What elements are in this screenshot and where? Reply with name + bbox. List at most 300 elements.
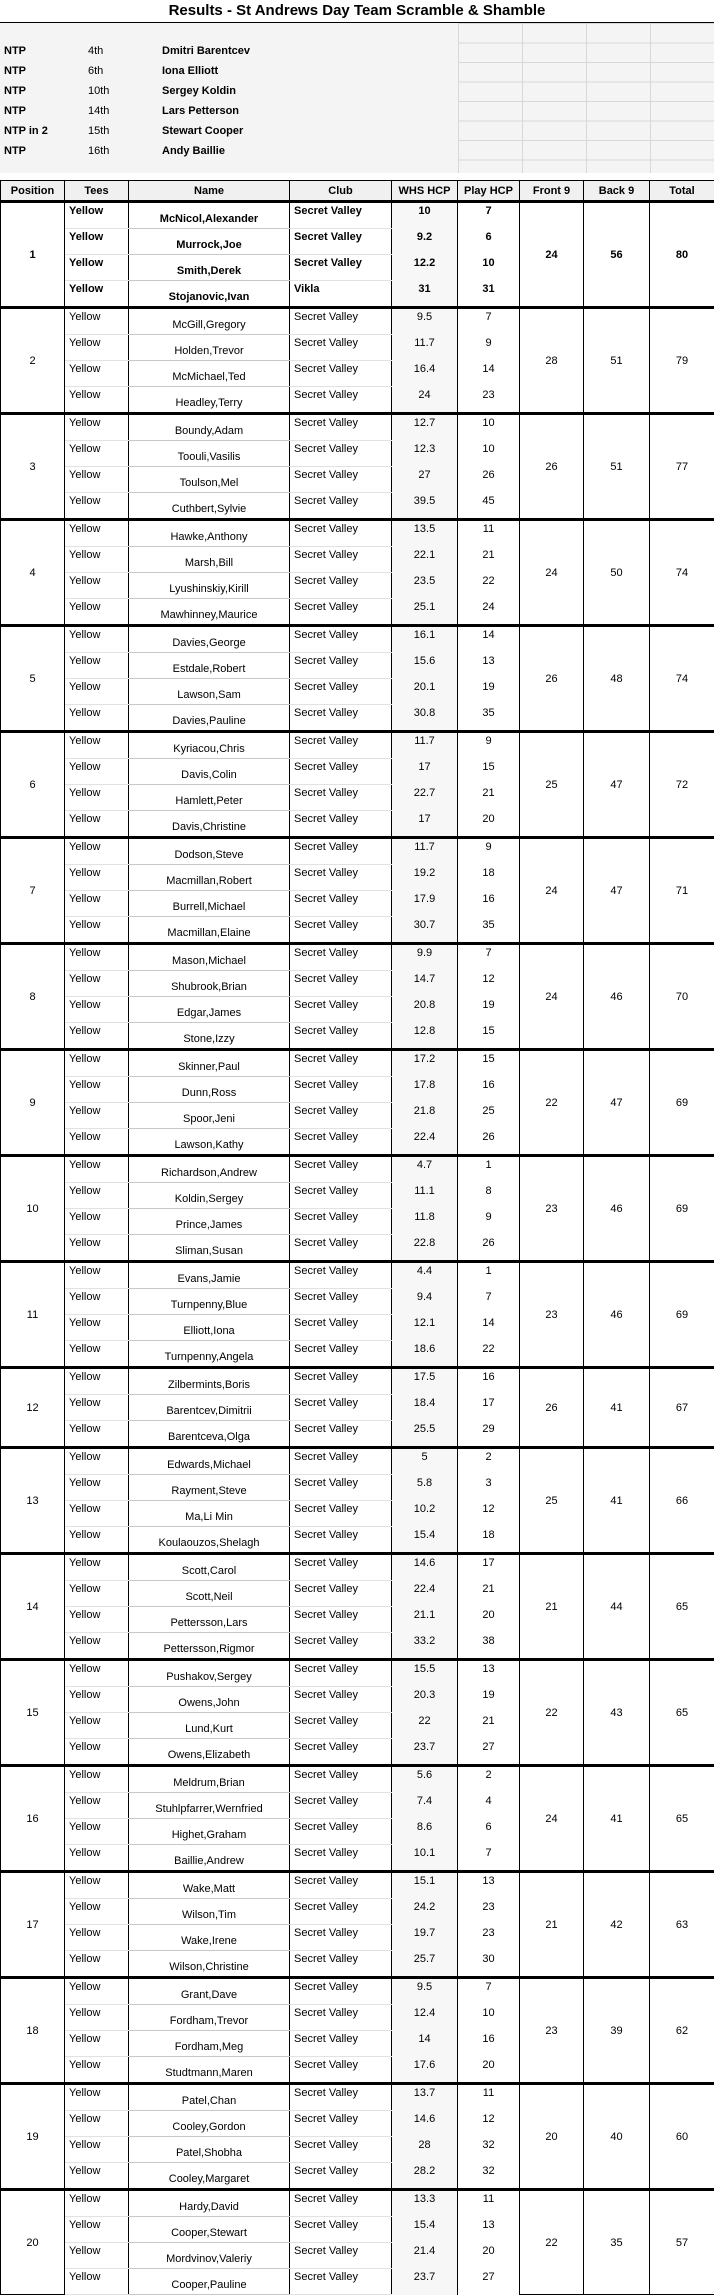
player-name: Macmillan,Elaine [129,917,290,944]
player-tees: Yellow [65,335,129,361]
table-row [1,1050,714,1077]
player-club: Secret Valley [290,255,392,281]
player-play-hcp: 9 [458,838,520,865]
player-play-hcp: 12 [458,971,520,997]
player-name: Cooley,Gordon [129,2111,290,2137]
team-position: 9 [1,1050,65,1156]
ntp-hole: 15th [88,122,109,141]
player-club: Secret Valley [290,1581,392,1607]
player-tees: Yellow [65,573,129,599]
player-play-hcp: 10 [458,414,520,441]
team-total: 69 [650,1050,714,1156]
player-tees: Yellow [65,2269,129,2295]
player-play-hcp: 13 [458,2217,520,2243]
player-whs-hcp: 21.4 [392,2243,458,2269]
table-row [1,2084,714,2111]
team-back-9: 47 [584,838,650,944]
player-whs-hcp: 24 [392,387,458,414]
ntp-label: NTP [4,82,26,101]
player-play-hcp: 13 [458,1660,520,1687]
player-name: Wake,Irene [129,1925,290,1951]
ntp-winner-name: Dmitri Barentcev [162,42,250,61]
player-tees: Yellow [65,1819,129,1845]
team-back-9: 41 [584,1448,650,1554]
player-name: Murrock,Joe [129,229,290,255]
player-name: Dodson,Steve [129,838,290,865]
player-tees: Yellow [65,759,129,785]
player-whs-hcp: 13.5 [392,520,458,547]
team-total: 71 [650,838,714,944]
player-play-hcp: 30 [458,1951,520,1978]
player-whs-hcp: 11.1 [392,1183,458,1209]
team-front-9: 28 [520,308,584,414]
team-total: 63 [650,1872,714,1978]
player-play-hcp: 14 [458,1315,520,1341]
player-tees: Yellow [65,202,129,229]
team-position: 19 [1,2084,65,2190]
player-tees: Yellow [65,626,129,653]
player-play-hcp: 22 [458,573,520,599]
player-tees: Yellow [65,520,129,547]
player-name: Scott,Neil [129,1581,290,1607]
player-name: Davis,Christine [129,811,290,838]
player-whs-hcp: 17 [392,759,458,785]
player-play-hcp: 25 [458,1103,520,1129]
ntp-hole: 4th [88,42,103,61]
player-club: Secret Valley [290,1845,392,1872]
player-name: Elliott,Iona [129,1315,290,1341]
player-tees: Yellow [65,865,129,891]
player-whs-hcp: 13.7 [392,2084,458,2111]
player-tees: Yellow [65,1183,129,1209]
player-whs-hcp: 8.6 [392,1819,458,1845]
player-play-hcp: 6 [458,229,520,255]
player-whs-hcp: 9.9 [392,944,458,971]
player-tees: Yellow [65,2084,129,2111]
team-back-9: 40 [584,2084,650,2190]
player-name: Wilson,Christine [129,1951,290,1978]
player-club: Secret Valley [290,1235,392,1262]
player-club: Secret Valley [290,1607,392,1633]
player-play-hcp: 23 [458,387,520,414]
team-total: 65 [650,1660,714,1766]
player-play-hcp: 11 [458,2084,520,2111]
player-tees: Yellow [65,1872,129,1899]
team-back-9: 42 [584,1872,650,1978]
player-club: Secret Valley [290,441,392,467]
player-whs-hcp: 13.3 [392,2190,458,2217]
player-tees: Yellow [65,1289,129,1315]
player-tees: Yellow [65,441,129,467]
team-front-9: 23 [520,1978,584,2084]
player-tees: Yellow [65,1527,129,1554]
player-name: Cuthbert,Sylvie [129,493,290,520]
player-whs-hcp: 25.1 [392,599,458,626]
player-club: Secret Valley [290,1527,392,1554]
player-club: Secret Valley [290,1077,392,1103]
ntp-winner-name: Iona Elliott [162,62,218,81]
player-club: Secret Valley [290,997,392,1023]
table-row [1,1660,714,1687]
player-club: Secret Valley [290,1687,392,1713]
player-play-hcp: 20 [458,811,520,838]
team-back-9: 50 [584,520,650,626]
player-name: Lawson,Kathy [129,1129,290,1156]
column-header-whs-hcp: WHS HCP [392,181,458,202]
team-position: 17 [1,1872,65,1978]
player-tees: Yellow [65,1262,129,1289]
team-position: 14 [1,1554,65,1660]
player-club: Secret Valley [290,705,392,732]
player-whs-hcp: 22.4 [392,1129,458,1156]
player-club: Secret Valley [290,1023,392,1050]
team-position: 8 [1,944,65,1050]
player-play-hcp: 17 [458,1554,520,1581]
player-tees: Yellow [65,1581,129,1607]
player-club: Secret Valley [290,732,392,759]
player-name: Cooley,Margaret [129,2163,290,2190]
player-name: Mason,Michael [129,944,290,971]
player-play-hcp: 24 [458,599,520,626]
player-name: Cooper,Pauline [129,2269,290,2295]
player-whs-hcp: 7.4 [392,1793,458,1819]
player-club: Secret Valley [290,202,392,229]
column-header-position: Position [1,181,65,202]
player-name: Studtmann,Maren [129,2057,290,2084]
player-name: Highet,Graham [129,1819,290,1845]
player-club: Secret Valley [290,1660,392,1687]
player-whs-hcp: 11.7 [392,732,458,759]
player-tees: Yellow [65,1925,129,1951]
player-whs-hcp: 22.7 [392,785,458,811]
player-name: Pettersson,Lars [129,1607,290,1633]
player-play-hcp: 17 [458,1395,520,1421]
player-tees: Yellow [65,1421,129,1448]
player-whs-hcp: 15.5 [392,1660,458,1687]
player-whs-hcp: 4.4 [392,1262,458,1289]
table-row [1,626,714,653]
player-name: Owens,Elizabeth [129,1739,290,1766]
player-tees: Yellow [65,2190,129,2217]
player-club: Secret Valley [290,679,392,705]
player-name: Stone,Izzy [129,1023,290,1050]
player-name: Patel,Shobha [129,2137,290,2163]
team-back-9: 47 [584,732,650,838]
player-whs-hcp: 24.2 [392,1899,458,1925]
player-tees: Yellow [65,1395,129,1421]
player-play-hcp: 38 [458,1633,520,1660]
table-row [1,1978,714,2005]
player-play-hcp: 13 [458,653,520,679]
player-tees: Yellow [65,2031,129,2057]
ntp-winner-name: Sergey Koldin [162,82,236,101]
player-whs-hcp: 14.6 [392,2111,458,2137]
player-club: Secret Valley [290,2269,392,2295]
player-club: Secret Valley [290,2005,392,2031]
player-tees: Yellow [65,2005,129,2031]
player-play-hcp: 21 [458,785,520,811]
player-tees: Yellow [65,255,129,281]
player-play-hcp: 11 [458,520,520,547]
player-whs-hcp: 22.1 [392,547,458,573]
table-row [1,838,714,865]
player-whs-hcp: 22 [392,1713,458,1739]
player-play-hcp: 26 [458,467,520,493]
ntp-label: NTP [4,102,26,121]
player-play-hcp: 13 [458,1872,520,1899]
player-name: Richardson,Andrew [129,1156,290,1183]
player-whs-hcp: 17 [392,811,458,838]
player-whs-hcp: 17.2 [392,1050,458,1077]
player-whs-hcp: 12.2 [392,255,458,281]
team-front-9: 25 [520,732,584,838]
player-name: Shubrook,Brian [129,971,290,997]
player-club: Secret Valley [290,2111,392,2137]
player-club: Secret Valley [290,2031,392,2057]
team-back-9: 48 [584,626,650,732]
player-play-hcp: 9 [458,732,520,759]
player-whs-hcp: 30.7 [392,917,458,944]
player-name: Scott,Carol [129,1554,290,1581]
player-whs-hcp: 18.6 [392,1341,458,1368]
team-back-9: 46 [584,1262,650,1368]
player-tees: Yellow [65,1793,129,1819]
player-tees: Yellow [65,2163,129,2190]
player-tees: Yellow [65,1554,129,1581]
team-position: 4 [1,520,65,626]
team-position: 15 [1,1660,65,1766]
player-name: Barentceva,Olga [129,1421,290,1448]
team-total: 69 [650,1262,714,1368]
player-club: Secret Valley [290,2190,392,2217]
player-club: Secret Valley [290,335,392,361]
team-position: 6 [1,732,65,838]
player-name: Cooper,Stewart [129,2217,290,2243]
team-position: 3 [1,414,65,520]
player-name: Headley,Terry [129,387,290,414]
player-play-hcp: 19 [458,997,520,1023]
player-club: Secret Valley [290,1341,392,1368]
player-whs-hcp: 17.6 [392,2057,458,2084]
player-name: Burrell,Michael [129,891,290,917]
player-whs-hcp: 23.7 [392,1739,458,1766]
page-title: Results - St Andrews Day Team Scramble & Shamble [0,0,714,23]
player-tees: Yellow [65,1023,129,1050]
team-total: 70 [650,944,714,1050]
player-whs-hcp: 15.4 [392,1527,458,1554]
player-club: Secret Valley [290,1209,392,1235]
ntp-empty-grid [458,23,714,173]
player-whs-hcp: 10.1 [392,1845,458,1872]
player-name: Boundy,Adam [129,414,290,441]
player-tees: Yellow [65,705,129,732]
ntp-hole: 10th [88,82,109,101]
player-name: Barentcev,Dimitrii [129,1395,290,1421]
player-tees: Yellow [65,1156,129,1183]
team-position: 1 [1,202,65,308]
player-play-hcp: 8 [458,1183,520,1209]
player-whs-hcp: 11.8 [392,1209,458,1235]
team-front-9: 23 [520,1262,584,1368]
player-play-hcp: 31 [458,281,520,308]
team-position: 11 [1,1262,65,1368]
player-club: Secret Valley [290,1421,392,1448]
player-play-hcp: 1 [458,1262,520,1289]
team-front-9: 26 [520,414,584,520]
player-play-hcp: 11 [458,2190,520,2217]
player-club: Secret Valley [290,1448,392,1475]
player-club: Secret Valley [290,626,392,653]
player-name: Lyushinskiy,Kirill [129,573,290,599]
team-total: 62 [650,1978,714,2084]
player-name: Hamlett,Peter [129,785,290,811]
player-name: Prince,James [129,1209,290,1235]
team-front-9: 22 [520,1050,584,1156]
player-whs-hcp: 11.7 [392,335,458,361]
player-club: Secret Valley [290,1156,392,1183]
player-name: Lund,Kurt [129,1713,290,1739]
player-name: Zilbermints,Boris [129,1368,290,1395]
player-play-hcp: 32 [458,2137,520,2163]
player-club: Secret Valley [290,1368,392,1395]
player-tees: Yellow [65,2137,129,2163]
player-play-hcp: 19 [458,1687,520,1713]
player-club: Secret Valley [290,547,392,573]
player-whs-hcp: 23.7 [392,2269,458,2295]
player-club: Secret Valley [290,1262,392,1289]
player-club: Secret Valley [290,759,392,785]
player-whs-hcp: 12.1 [392,1315,458,1341]
team-total: 67 [650,1368,714,1448]
player-club: Secret Valley [290,1793,392,1819]
player-name: Hawke,Anthony [129,520,290,547]
team-total: 65 [650,1766,714,1872]
team-front-9: 21 [520,1554,584,1660]
player-play-hcp: 12 [458,2111,520,2137]
player-play-hcp: 20 [458,1607,520,1633]
player-whs-hcp: 10.2 [392,1501,458,1527]
team-back-9: 51 [584,308,650,414]
player-play-hcp: 16 [458,2031,520,2057]
player-whs-hcp: 31 [392,281,458,308]
player-play-hcp: 27 [458,2269,520,2295]
team-back-9: 47 [584,1050,650,1156]
table-row [1,732,714,759]
player-play-hcp: 32 [458,2163,520,2190]
player-whs-hcp: 12.3 [392,441,458,467]
results-table [0,180,714,2295]
player-tees: Yellow [65,1633,129,1660]
player-whs-hcp: 14.6 [392,1554,458,1581]
team-total: 66 [650,1448,714,1554]
player-play-hcp: 14 [458,626,520,653]
player-whs-hcp: 20.1 [392,679,458,705]
player-play-hcp: 23 [458,1899,520,1925]
player-play-hcp: 10 [458,2005,520,2031]
player-play-hcp: 15 [458,1050,520,1077]
player-whs-hcp: 16.1 [392,626,458,653]
player-tees: Yellow [65,2057,129,2084]
team-total: 80 [650,202,714,308]
player-club: Secret Valley [290,944,392,971]
player-tees: Yellow [65,281,129,308]
player-tees: Yellow [65,414,129,441]
player-tees: Yellow [65,1315,129,1341]
player-tees: Yellow [65,387,129,414]
player-club: Secret Valley [290,2163,392,2190]
team-front-9: 24 [520,202,584,308]
column-header-total: Total [650,181,714,202]
player-play-hcp: 18 [458,1527,520,1554]
team-back-9: 46 [584,1156,650,1262]
player-name: Stojanovic,Ivan [129,281,290,308]
player-tees: Yellow [65,653,129,679]
player-whs-hcp: 19.7 [392,1925,458,1951]
player-tees: Yellow [65,547,129,573]
player-play-hcp: 7 [458,1978,520,2005]
column-header-back-9: Back 9 [584,181,650,202]
player-whs-hcp: 17.9 [392,891,458,917]
player-play-hcp: 7 [458,1289,520,1315]
player-name: Davies,Pauline [129,705,290,732]
team-front-9: 22 [520,1660,584,1766]
player-tees: Yellow [65,1235,129,1262]
team-position: 12 [1,1368,65,1448]
player-play-hcp: 1 [458,1156,520,1183]
player-name: Stuhlpfarrer,Wernfried [129,1793,290,1819]
table-row [1,202,714,229]
player-tees: Yellow [65,1845,129,1872]
player-club: Secret Valley [290,1872,392,1899]
player-whs-hcp: 18.4 [392,1395,458,1421]
player-name: Fordham,Trevor [129,2005,290,2031]
player-club: Secret Valley [290,1129,392,1156]
player-play-hcp: 2 [458,1766,520,1793]
player-tees: Yellow [65,1050,129,1077]
player-club: Secret Valley [290,1633,392,1660]
player-club: Secret Valley [290,1951,392,1978]
player-club: Secret Valley [290,1183,392,1209]
player-play-hcp: 35 [458,705,520,732]
player-club: Vikla [290,281,392,308]
player-tees: Yellow [65,1899,129,1925]
player-tees: Yellow [65,229,129,255]
player-tees: Yellow [65,997,129,1023]
player-tees: Yellow [65,1077,129,1103]
player-tees: Yellow [65,944,129,971]
player-whs-hcp: 30.8 [392,705,458,732]
results-body [1,202,714,2295]
player-whs-hcp: 14 [392,2031,458,2057]
player-name: Fordham,Meg [129,2031,290,2057]
player-play-hcp: 45 [458,493,520,520]
player-whs-hcp: 15.1 [392,1872,458,1899]
ntp-winner-name: Lars Petterson [162,102,239,121]
player-whs-hcp: 22.8 [392,1235,458,1262]
player-name: Evans,Jamie [129,1262,290,1289]
player-whs-hcp: 9.2 [392,229,458,255]
team-front-9: 23 [520,1156,584,1262]
team-back-9: 46 [584,944,650,1050]
player-whs-hcp: 9.4 [392,1289,458,1315]
team-total: 74 [650,520,714,626]
player-name: Rayment,Steve [129,1475,290,1501]
table-row [1,944,714,971]
player-name: Smith,Derek [129,255,290,281]
team-back-9: 41 [584,1368,650,1448]
team-position: 5 [1,626,65,732]
player-play-hcp: 21 [458,1713,520,1739]
